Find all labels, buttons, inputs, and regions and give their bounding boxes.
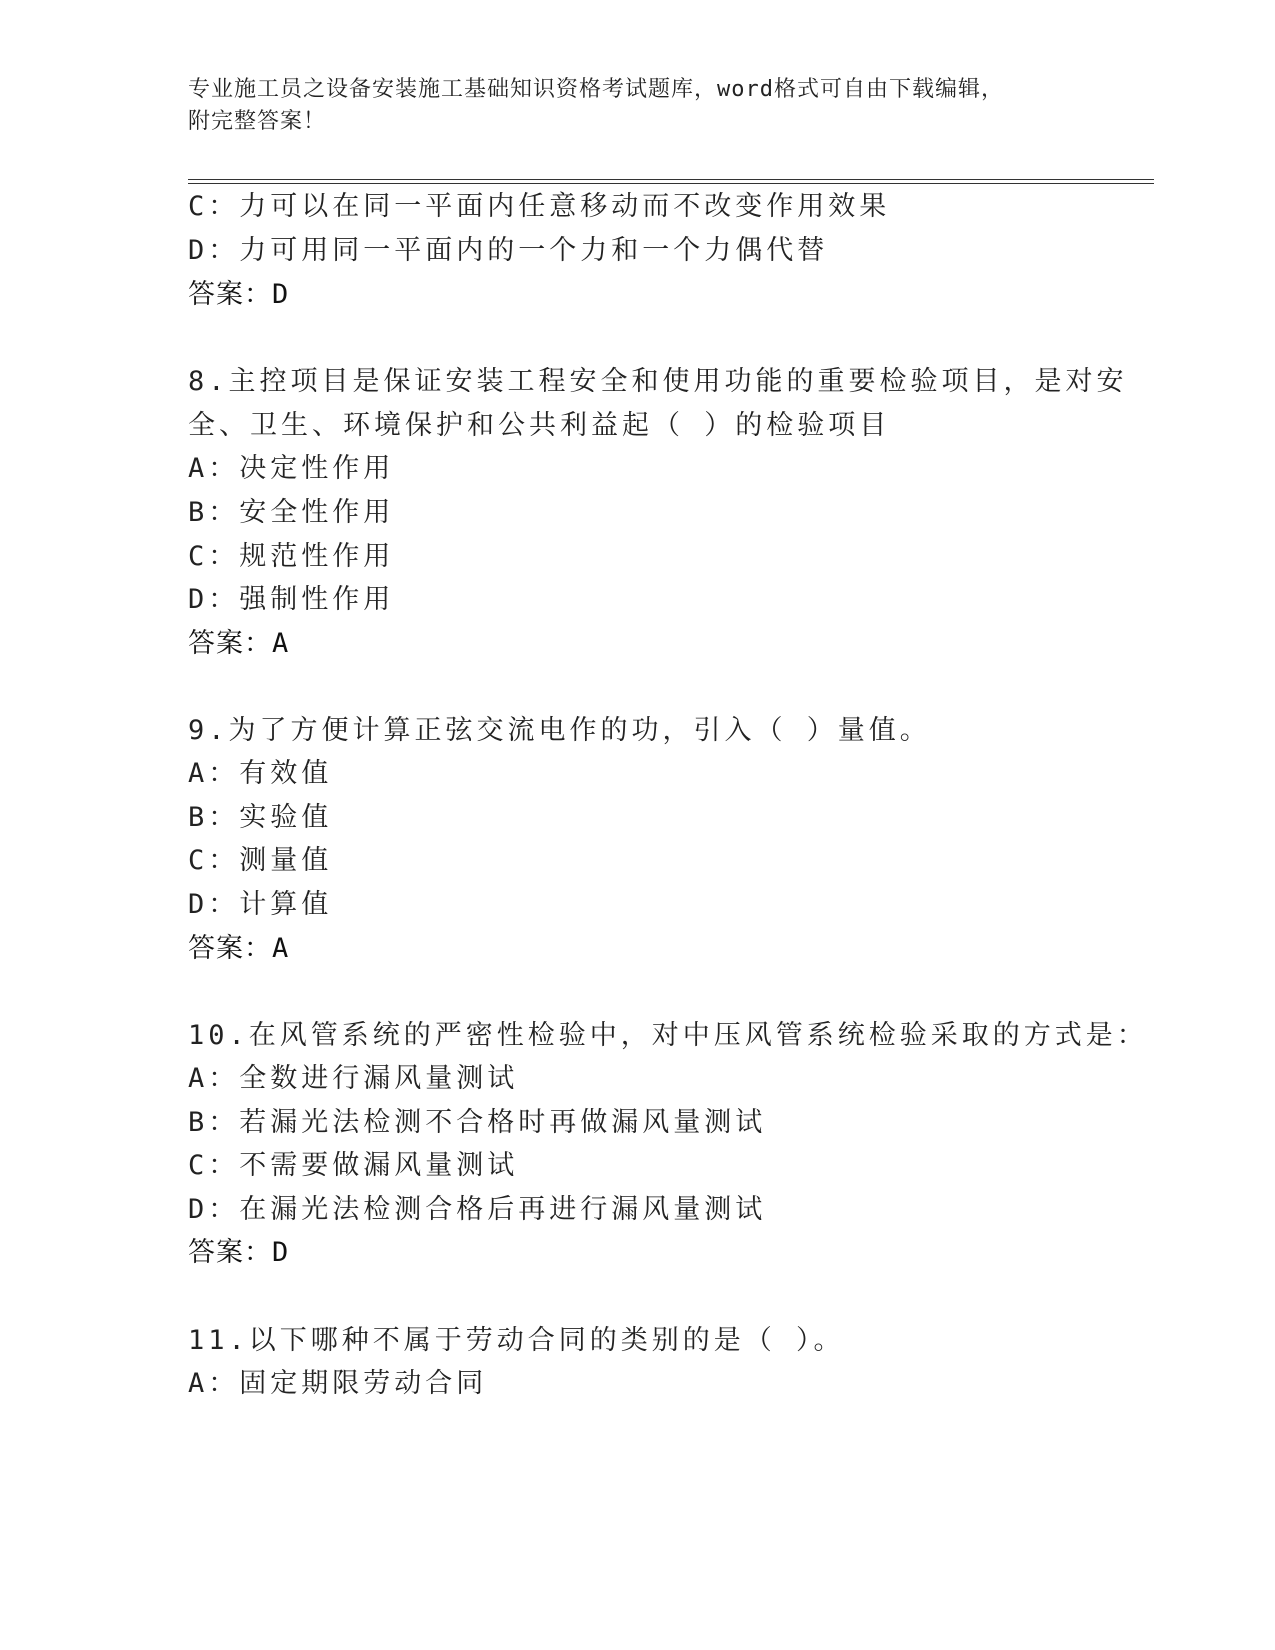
- q8-text-line-1: 8.主控项目是保证安装工程安全和使用功能的重要检验项目，是对安: [188, 366, 1128, 397]
- answer-label: 答案：: [188, 1237, 272, 1268]
- answer-label: 答案：: [188, 279, 272, 310]
- q8-option-a: A：决定性作用: [188, 453, 395, 484]
- q11-option-a: A：固定期限劳动合同: [188, 1368, 488, 1399]
- q9-option-a: A：有效值: [188, 758, 333, 789]
- answer-value: D: [272, 279, 290, 310]
- q8-option-d: D：强制性作用: [188, 584, 395, 615]
- q8-answer: [188, 621, 289, 660]
- q10-option-d: D：在漏光法检测合格后再进行漏风量测试: [188, 1194, 767, 1225]
- header-line-1: 专业施工员之设备安装施工基础知识资格考试题库，word格式可自由下载编辑，: [188, 77, 1004, 102]
- q8-option-c: C：规范性作用: [188, 541, 395, 572]
- q10-answer: [188, 1230, 289, 1269]
- q10-option-a: A：全数进行漏风量测试: [188, 1063, 519, 1094]
- q9-answer: [188, 926, 289, 965]
- q9-option-b: B：实验值: [188, 802, 333, 833]
- prev-option-d: D：力可用同一平面内的一个力和一个力偶代替: [188, 235, 829, 266]
- q8-option-b: B：安全性作用: [188, 497, 395, 528]
- answer-label: 答案：: [188, 628, 272, 659]
- q10-text-line-1: 10.在风管系统的严密性检验中，对中压风管系统检验采取的方式是：: [188, 1020, 1148, 1051]
- prev-option-c: C：力可以在同一平面内任意移动而不改变作用效果: [188, 191, 891, 222]
- q11-text-line-1: 11.以下哪种不属于劳动合同的类别的是（ ）。: [188, 1325, 845, 1356]
- q9-text-line-1: 9.为了方便计算正弦交流电作的功，引入（ ）量值。: [188, 715, 931, 746]
- answer-value: A: [272, 628, 290, 659]
- q10-option-c: C：不需要做漏风量测试: [188, 1150, 519, 1181]
- answer-value: A: [272, 933, 290, 964]
- q9-option-d: D：计算值: [188, 889, 333, 920]
- document-header: [188, 74, 1088, 138]
- header-line-2: 附完整答案！: [188, 109, 327, 134]
- header-divider-top: [188, 179, 1154, 180]
- q10-option-b: B：若漏光法检测不合格时再做漏风量测试: [188, 1107, 767, 1138]
- answer-value: D: [272, 1237, 290, 1268]
- prev-answer: [188, 272, 289, 311]
- answer-label: 答案：: [188, 933, 272, 964]
- q8-text-line-2: 全、卫生、环境保护和公共利益起（ ）的检验项目: [188, 410, 891, 441]
- q9-option-c: C：测量值: [188, 845, 333, 876]
